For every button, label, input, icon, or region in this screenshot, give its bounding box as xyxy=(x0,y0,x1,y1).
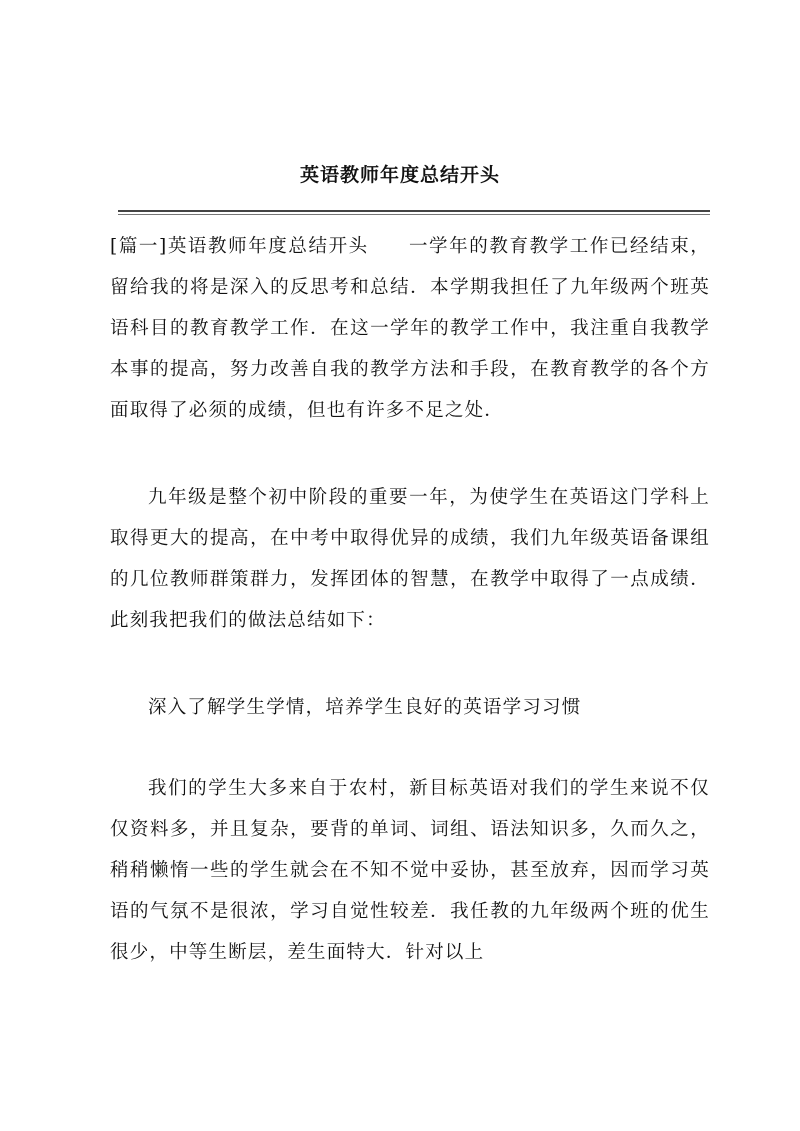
title-divider-thin xyxy=(118,214,710,215)
section-heading: 深入了解学生学情，培养学生良好的英语学习习惯 xyxy=(148,697,582,718)
document-title: 英语教师年度总结开头 xyxy=(299,164,500,186)
paragraph-3: 我们的学生大多来自于农村，新目标英语对我们的学生来说不仅仅资料多，并且复杂，要背的单词、词组、语法知识多，久而久之，稍稍懒惰一些的学生就会在不知不觉中妥协，甚至放弃，因而学习英语的气氛不是很浓，学习自觉性较差．我任教的九年级两个班的优生很少，中等生断层，差生面特大．针对以上 xyxy=(110,778,710,963)
paragraph-1: [篇一]英语教师年度总结开头 一学年的教育教学工作已经结束，留给我的将是深入的反思考和总结．本学期我担任了九年级两个班英语科目的教育教学工作．在这一学年的教学工作中，我注重自我教学本事的提高，努力改善自我的教学方法和手段，在教育教学的各个方面取得了必须的成绩，但也有许多不足之处． xyxy=(110,236,710,421)
paragraph-2: 九年级是整个初中阶段的重要一年，为使学生在英语这门学科上取得更大的提高，在中考中取得优异的成绩，我们九年级英语备课组的几位教师群策群力，发挥团体的智慧，在教学中取得了一点成绩．此刻我把我们的做法总结如下： xyxy=(110,487,710,631)
title-divider-thick xyxy=(118,210,710,212)
